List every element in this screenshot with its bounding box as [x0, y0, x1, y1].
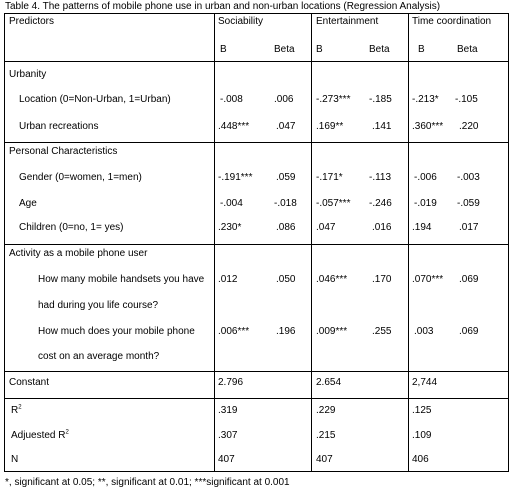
- row-label-continued: cost on an average month?: [38, 351, 160, 362]
- subheader-beta: Beta: [457, 44, 478, 55]
- cell-beta: .220: [459, 121, 479, 132]
- cell-beta: -.003: [457, 172, 480, 183]
- cell-beta: .069: [459, 326, 479, 337]
- cell-beta: .050: [276, 274, 296, 285]
- header-sociability: Sociability: [218, 16, 264, 27]
- cell-b: -.008: [220, 94, 243, 105]
- cell-b: .047: [316, 222, 336, 233]
- cell-b: -.057***: [316, 198, 351, 209]
- cell-b: .360***: [412, 121, 444, 132]
- cell-b: .046***: [316, 274, 348, 285]
- row-label: Location (0=Non-Urban, 1=Urban): [19, 94, 171, 105]
- row-label: Urban recreations: [19, 121, 99, 132]
- cell-b: -.213*: [412, 94, 439, 105]
- n-sociability: 407: [218, 454, 235, 465]
- cell-b: .006***: [218, 326, 250, 337]
- cell-b: -.019: [414, 198, 437, 209]
- cell-beta: -.018: [274, 198, 297, 209]
- cell-b: .070***: [412, 274, 444, 285]
- col-divider-1: [214, 13, 215, 472]
- constant-time-coordination: 2,744: [412, 377, 438, 388]
- header-time-coordination: Time coordination: [412, 16, 492, 27]
- row-label: Age: [19, 198, 37, 209]
- constant-entertainment: 2.654: [316, 377, 342, 388]
- cell-beta: -.246: [369, 198, 392, 209]
- cell-beta: .017: [459, 222, 479, 233]
- row-label: How many mobile handsets you have: [38, 274, 205, 285]
- superscript: 2: [18, 404, 22, 411]
- cell-beta: .170: [372, 274, 392, 285]
- n-time-coordination: 406: [412, 454, 429, 465]
- adjusted-r-squared-entertainment: .215: [316, 430, 336, 441]
- row-label: Children (0=no, 1= yes): [19, 222, 124, 233]
- adjusted-r-squared-label: [11, 430, 69, 442]
- n-label: N: [11, 454, 19, 465]
- cell-beta: -.185: [369, 94, 392, 105]
- cell-beta: .047: [276, 121, 296, 132]
- cell-beta: .016: [372, 222, 392, 233]
- r-squared-label: [11, 405, 22, 417]
- header-predictors: Predictors: [9, 16, 55, 27]
- subheader-beta: Beta: [274, 44, 295, 55]
- row-label: Gender (0=women, 1=men): [19, 172, 142, 183]
- row-label-continued: had during you life course?: [38, 300, 159, 311]
- cell-b: .169**: [316, 121, 344, 132]
- adjusted-r-squared-sociability: .307: [218, 430, 238, 441]
- cell-beta: -.059: [457, 198, 480, 209]
- section-label: Activity as a mobile phone user: [9, 248, 148, 259]
- cell-b: -.171*: [316, 172, 343, 183]
- cell-b: .012: [218, 274, 238, 285]
- cell-b: .003: [414, 326, 434, 337]
- row-label: How much does your mobile phone: [38, 326, 195, 337]
- cell-b: .194: [412, 222, 432, 233]
- cell-beta: .059: [276, 172, 296, 183]
- cell-b: -.273***: [316, 94, 351, 105]
- header-entertainment: Entertainment: [316, 16, 379, 27]
- cell-b: .009***: [316, 326, 348, 337]
- cell-beta: .006: [274, 94, 294, 105]
- cell-beta: .086: [276, 222, 296, 233]
- col-divider-2: [311, 13, 312, 472]
- cell-beta: -.113: [369, 172, 392, 183]
- r-squared-text: R: [11, 405, 19, 416]
- section-label: Urbanity: [9, 69, 47, 80]
- constant-label: Constant: [9, 377, 50, 388]
- adjusted-r-squared-time-coordination: .109: [412, 430, 432, 441]
- cell-b: .448***: [218, 121, 250, 132]
- n-entertainment: 407: [316, 454, 333, 465]
- subheader-b: B: [220, 44, 227, 55]
- constant-sociability: 2.796: [218, 377, 244, 388]
- cell-beta: .196: [276, 326, 296, 337]
- cell-beta: .141: [372, 121, 392, 132]
- adjusted-r-squared-text: Adjuested R: [11, 430, 66, 441]
- cell-b: -.004: [220, 198, 243, 209]
- table-footnote: *, significant at 0.05; **, significant at 0.01; ***significant at 0.001: [5, 477, 290, 488]
- cell-b: .230*: [218, 222, 242, 233]
- cell-b: -.006: [414, 172, 437, 183]
- rule-personal-bottom: [4, 244, 509, 245]
- rule-constant-bottom: [4, 398, 509, 399]
- table-title: Table 4. The patterns of mobile phone use in urban and non-urban locations (Regression Analysis): [5, 1, 441, 12]
- subheader-b: B: [316, 44, 323, 55]
- rule-urbanity-bottom: [4, 142, 509, 143]
- r-squared-time-coordination: .125: [412, 405, 432, 416]
- subheader-b: B: [418, 44, 425, 55]
- rule-activity-bottom: [4, 371, 509, 372]
- col-divider-3: [408, 13, 409, 472]
- rule-header-bottom: [4, 61, 509, 62]
- subheader-beta: Beta: [369, 44, 390, 55]
- cell-beta: -.105: [455, 94, 478, 105]
- section-label: Personal Characteristics: [9, 146, 118, 157]
- superscript: 2: [65, 429, 69, 436]
- regression-table: [4, 13, 509, 472]
- cell-beta: .255: [372, 326, 392, 337]
- cell-b: -.191***: [218, 172, 253, 183]
- r-squared-sociability: .319: [218, 405, 238, 416]
- cell-beta: .069: [459, 274, 479, 285]
- r-squared-entertainment: .229: [316, 405, 336, 416]
